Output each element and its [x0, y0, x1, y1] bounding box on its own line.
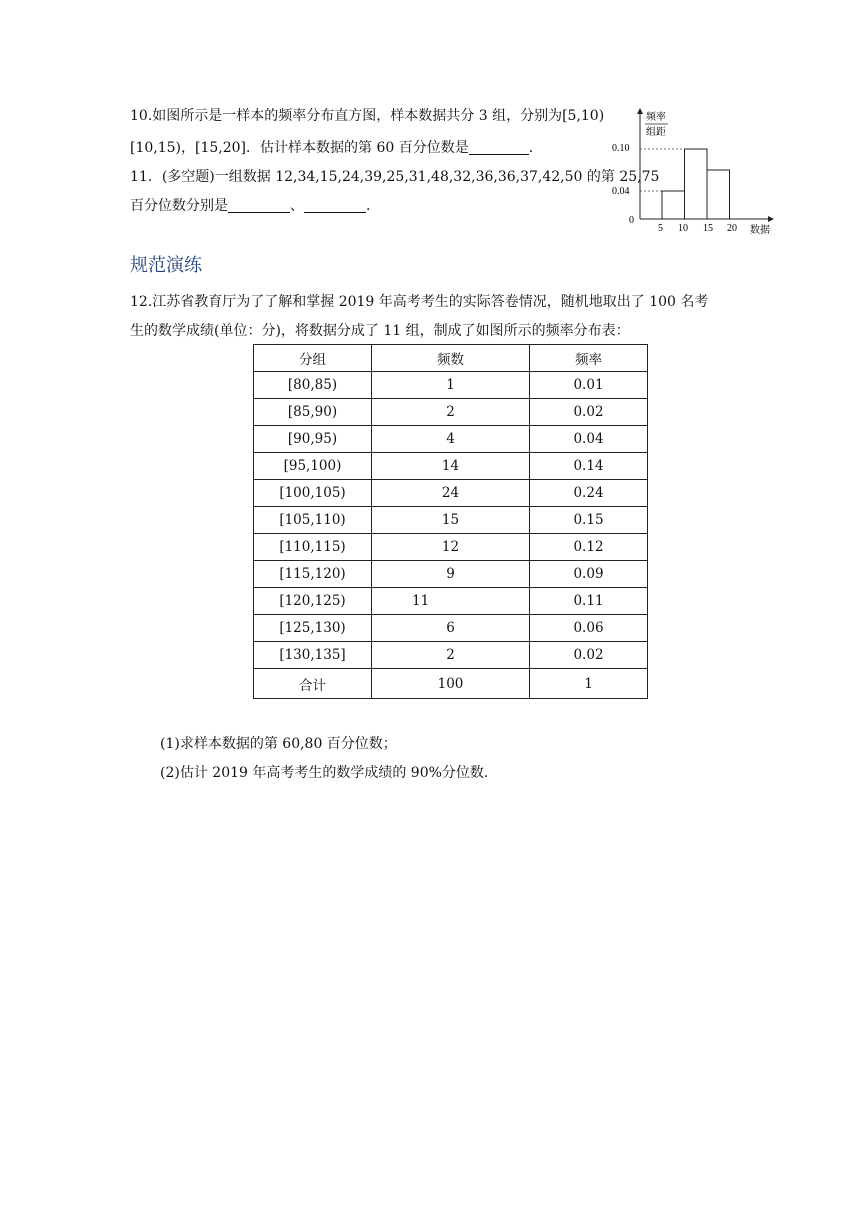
q12-line2: 生的数学成绩(单位：分)，将数据分成了 11 组，制成了如图所示的频率分布表： [130, 323, 630, 339]
cell-frequency: 0.09 [530, 561, 648, 588]
cell-group: [110,115) [254, 534, 372, 561]
cell-count: 1 [372, 372, 530, 399]
cell-count: 11 [372, 588, 530, 615]
q11-line2-end: . [366, 198, 371, 214]
header-frequency: 频率 [530, 345, 648, 372]
table-row [254, 399, 648, 426]
y-label-top: 频率 [646, 112, 666, 123]
cell-group: [105,110) [254, 507, 372, 534]
cell-count: 9 [372, 561, 530, 588]
table-row [254, 534, 648, 561]
cell-frequency: 0.02 [530, 642, 648, 669]
table-row [254, 480, 648, 507]
x-tick-5: 5 [658, 223, 663, 234]
x-tick-10: 10 [678, 223, 688, 234]
cell-frequency: 0.14 [530, 453, 648, 480]
cell-total-label: 合计 [254, 669, 372, 699]
cell-group: [120,125) [254, 588, 372, 615]
q10-line2-text: [10,15)，[15,20]．估计样本数据的第 60 百分位数是 [130, 140, 469, 156]
table-row [254, 588, 648, 615]
histogram-figure [610, 105, 780, 240]
cell-frequency: 0.24 [530, 480, 648, 507]
cell-count: 2 [372, 642, 530, 669]
cell-count: 12 [372, 534, 530, 561]
q11-line2-text: 百分位数分别是 [130, 198, 228, 214]
header-group: 分组 [254, 345, 372, 372]
bar-10-15 [685, 149, 708, 219]
q12-sub2: (2)估计 2019 年高考考生的数学成绩的 90%分位数. [160, 765, 489, 781]
q11-answer-blank-2 [304, 198, 366, 213]
table-row [254, 561, 648, 588]
y-tick-0: 0 [629, 215, 634, 226]
cell-total-frequency: 1 [530, 669, 648, 699]
bar-15-20 [707, 170, 730, 219]
cell-group: [80,85) [254, 372, 372, 399]
q10-line1: 10.如图所示是一样本的频率分布直方图，样本数据共分 3 组，分别为[5,10) [130, 108, 605, 124]
cell-frequency: 0.04 [530, 426, 648, 453]
q12-sub1: (1)求样本数据的第 60,80 百分位数； [160, 736, 397, 752]
cell-frequency: 0.02 [530, 399, 648, 426]
x-tick-15: 15 [703, 223, 713, 234]
bar-5-10 [662, 191, 685, 219]
cell-frequency: 0.12 [530, 534, 648, 561]
frequency-table [253, 344, 648, 699]
table-row [254, 453, 648, 480]
cell-count: 15 [372, 507, 530, 534]
table-row [254, 507, 648, 534]
table-row [254, 372, 648, 399]
cell-group: [85,90) [254, 399, 372, 426]
section-title: 规范演练 [130, 255, 202, 276]
cell-count: 2 [372, 399, 530, 426]
table-total-row [254, 669, 648, 699]
q11-line1: 11．(多空题)一组数据 12,34,15,24,39,25,31,48,32,36,36,37,42,50 的第 25,75 [130, 169, 660, 185]
y-tick-0.04: 0.04 [612, 186, 630, 197]
q11-line2 [130, 195, 370, 215]
x-tick-20: 20 [727, 223, 737, 234]
cell-group: [115,120) [254, 561, 372, 588]
cell-count: 4 [372, 426, 530, 453]
q11-separator: 、 [290, 198, 304, 214]
cell-group: [95,100) [254, 453, 372, 480]
table-row [254, 642, 648, 669]
cell-count: 24 [372, 480, 530, 507]
q10-answer-blank [469, 140, 529, 155]
q10-line2-end: ． [528, 140, 543, 156]
header-count: 频数 [372, 345, 530, 372]
cell-group: [130,135] [254, 642, 372, 669]
cell-frequency: 0.11 [530, 588, 648, 615]
cell-group: [100,105) [254, 480, 372, 507]
q12-line1: 12.江苏省教育厅为了了解和掌握 2019 年高考考生的实际答卷情况，随机地取出了 100 名考 [130, 294, 709, 310]
x-label: 数据 [750, 225, 770, 236]
cell-frequency: 0.01 [530, 372, 648, 399]
y-label-bottom: 组距 [646, 127, 666, 138]
q11-answer-blank-1 [228, 198, 290, 213]
cell-group: [90,95) [254, 426, 372, 453]
q10-line2 [130, 137, 543, 157]
table-header-row [254, 345, 648, 372]
cell-frequency: 0.06 [530, 615, 648, 642]
cell-total-count: 100 [372, 669, 530, 699]
cell-group: [125,130) [254, 615, 372, 642]
table-row [254, 615, 648, 642]
table-row [254, 426, 648, 453]
y-tick-0.10: 0.10 [612, 143, 630, 154]
cell-count: 14 [372, 453, 530, 480]
cell-frequency: 0.15 [530, 507, 648, 534]
cell-count: 6 [372, 615, 530, 642]
